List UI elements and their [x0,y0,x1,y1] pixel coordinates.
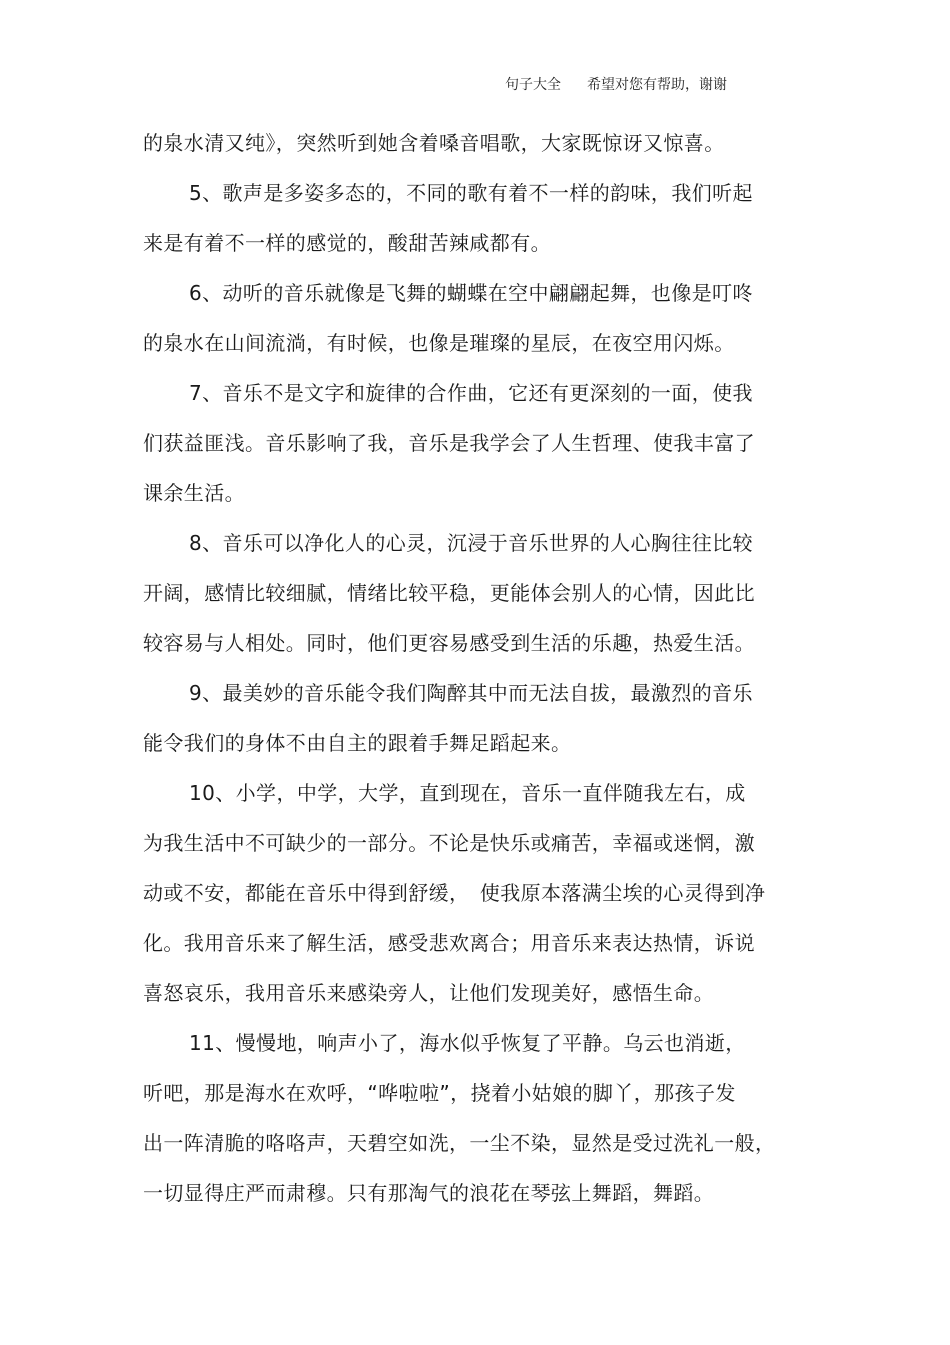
text-line: 9、最美妙的音乐能令我们陶醉其中而无法自拔，最激烈的音乐 [189,681,753,705]
header-left-text: 句子大全 [505,77,561,93]
document-body [143,124,803,1224]
text-line: 5、歌声是多姿多态的，不同的歌有着不一样的韵味，我们听起 [189,181,753,205]
text-line: 开阔，感情比较细腻，情绪比较平稳，更能体会别人的心情，因此比 [143,581,755,605]
text-line: 为我生活中不可缺少的一部分。不论是快乐或痛苦，幸福或迷惘，激 [143,831,755,855]
text-line: 们获益匪浅。音乐影响了我，音乐是我学会了人生哲理、使我丰富了 [143,431,755,455]
text-line: 动或不安，都能在音乐中得到舒缓， 使我原本落满尘埃的心灵得到净 [143,881,766,905]
text-line: 的泉水清又纯》，突然听到她含着嗓音唱歌，大家既惊讶又惊喜。 [143,131,725,155]
text-line: 10、小学，中学，大学，直到现在，音乐一直伴随我左右，成 [189,781,746,805]
text-line: 课余生活。 [143,481,245,505]
text-line: 化。我用音乐来了解生活，感受悲欢离合；用音乐来表达热情，诉说 [143,931,755,955]
text-line: 较容易与人相处。同时，他们更容易感受到生活的乐趣，热爱生活。 [143,631,755,655]
text-line: 6、动听的音乐就像是飞舞的蝴蝶在空中翩翩起舞，也像是叮咚 [189,281,753,305]
text-line: 听吧，那是海水在欢呼，“哗啦啦”，挠着小姑娘的脚丫，那孩子发 [143,1081,736,1105]
text-line: 出一阵清脆的咯咯声，天碧空如洗，一尘不染，显然是受过洗礼一般， [143,1131,776,1155]
text-line: 喜怒哀乐，我用音乐来感染旁人，让他们发现美好，感悟生命。 [143,981,715,1005]
text-line: 的泉水在山间流淌，有时候，也像是璀璨的星辰，在夜空用闪烁。 [143,331,735,355]
text-line: 来是有着不一样的感觉的，酸甜苦辣咸都有。 [143,231,551,255]
text-line: 一切显得庄严而肃穆。只有那淘气的浪花在琴弦上舞蹈，舞蹈。 [143,1181,715,1205]
text-line: 11、慢慢地，响声小了，海水似乎恢复了平静。乌云也消逝， [189,1031,746,1055]
text-line: 8、音乐可以净化人的心灵，沉浸于音乐世界的人心胸往往比较 [189,531,753,555]
page-header [505,74,727,94]
header-right-text: 希望对您有帮助，谢谢 [587,77,727,93]
text-line: 能令我们的身体不由自主的跟着手舞足蹈起来。 [143,731,572,755]
text-line: 7、音乐不是文字和旋律的合作曲，它还有更深刻的一面，使我 [189,381,753,405]
